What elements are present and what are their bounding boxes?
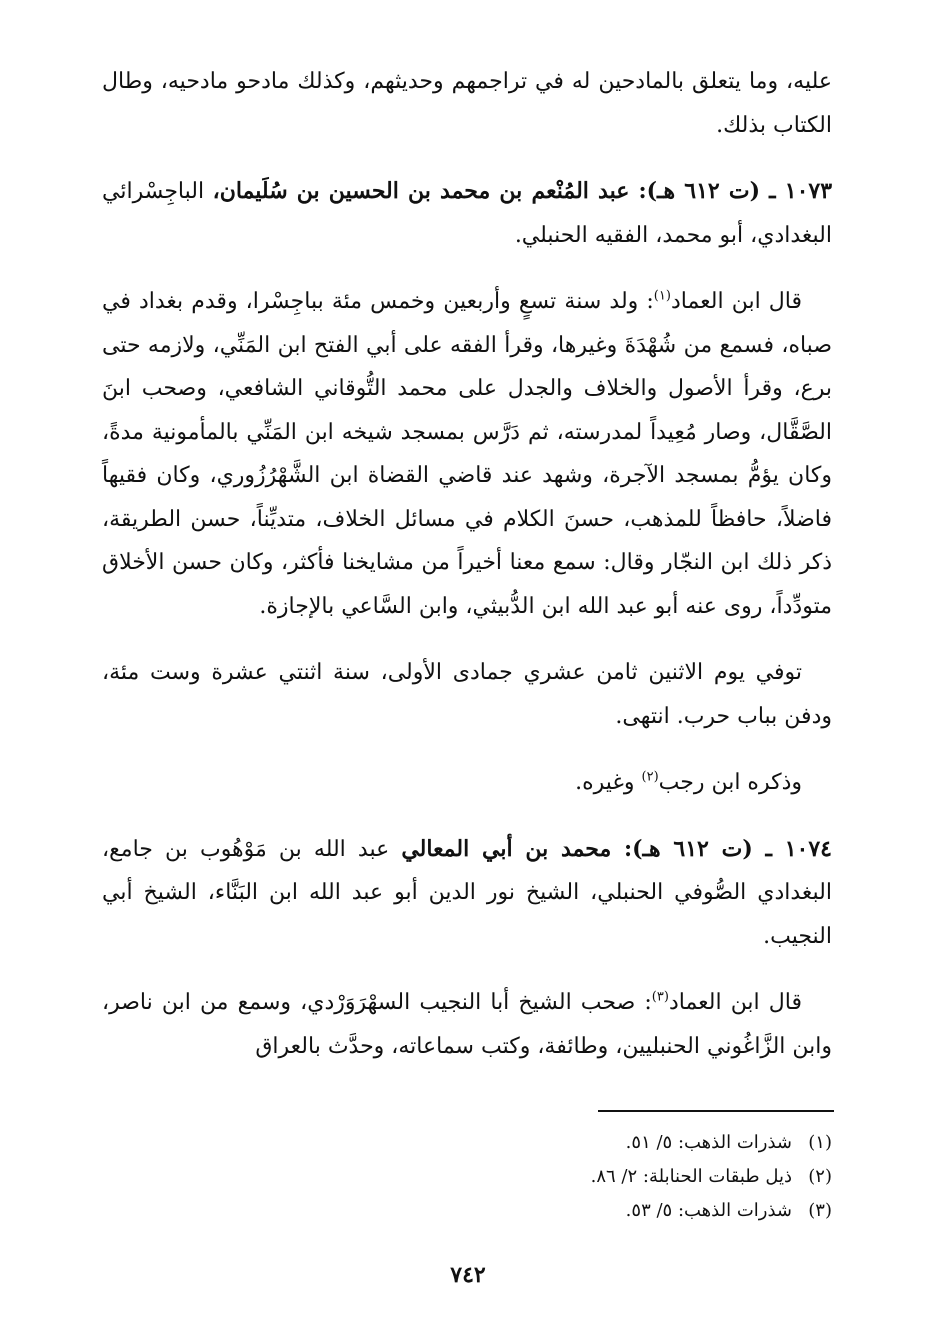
entry-heading: ١٠٧٣ ـ (ت ٦١٢ هـ): عبد المُنْعم بن محمد بن الحسين بن سُلَيمان، (212, 178, 833, 204)
entry-text: عبد الله بن مَوْهُوب بن جامع، البغدادي الصُّوفي الحنبلي، الشيخ نور الدين أبو عبد الله ابن البَنَّاء، الشيخ أبي النجيب. (102, 836, 832, 949)
page-number: ٧٤٢ (450, 1262, 486, 1288)
footnote-ref: (٢) (641, 769, 659, 785)
footnote-divider (598, 1110, 834, 1112)
paragraph-ibn-rajab: وذكره ابن رجب$^{(٢)}$ وغيره. (575, 769, 802, 795)
main-text (102, 60, 832, 1091)
footnote-text: ذيل طبقات الحنابلة: ٢/ ٨٦. (590, 1166, 792, 1187)
entry-1073 (102, 170, 832, 257)
footnote-text: شذرات الذهب: ٥/ ٥٣. (625, 1200, 792, 1221)
footnote-item (432, 1126, 832, 1160)
footnote-text: شذرات الذهب: ٥/ ٥١. (625, 1132, 792, 1153)
footnote-item (432, 1160, 832, 1194)
paragraph-continuation: عليه، وما يتعلق بالمادحين له في تراجمهم وحديثهم، وكذلك مادحو مادحيه، وطال الكتاب بذلك. (102, 69, 832, 138)
footnote-ref: (٣) (651, 989, 669, 1005)
entry-1074 (102, 828, 832, 959)
paragraph-ibn-al-imad-1: قال ابن العماد$^{(١)}$: ولد سنة تسعٍ وأربعين وخمس مئة بباجِسْرا، وقدم بغداد في صباه، فسمع من شُهْدَةَ وغيرها، وقرأ الفقه على أبي الفتح ابن المَنِّي، ولازمه حتى برع، وقرأ الأصول والخلاف والجدل على محمد التُّوقاني الشافعي، وصحب ابنَ الصَّقَّال، وصار مُعِيداً لمدرسته، ثم دَرَّس بمسجد شيخه ابن المَنِّي بالمأمونية مدةً، وكان يؤمُّ بمسجد الآجرة، وشهد عند قاضي القضاة ابن الشَّهْرُزُوري، وكان فقيهاً فاضلاً، حافظاً للمذهب، حسنَ الكلام في مسائل الخلاف، متديِّناً، حسن الطريقة، ذكر ذلك ابن النجّار وقال: سمع معنا أخيراً من مشايخنا فأكثر، وكان حسن الأخلاق متودِّداً، روى عنه أبو عبد الله ابن الدُّبيثي، وابن السَّاعي بالإجازة. (102, 288, 832, 619)
footnote-ref: (١) (653, 288, 671, 304)
footnote-mark: (٢) (808, 1166, 832, 1187)
footnotes (432, 1126, 832, 1228)
entry-text: الباجِسْرائي البغدادي، أبو محمد، الفقيه الحنبلي. (102, 179, 832, 248)
paragraph-ibn-al-imad-2: قال ابن العماد$^{(٣)}$: صحب الشيخ أبا النجيب السهْرَوَرْدي، وسمع من ابن ناصر، وابن الزَّاغُوني الحنبليين، وطائفة، وكتب سماعاته، وحدَّث بالعراق (102, 989, 832, 1059)
footnote-mark: (١) (808, 1132, 832, 1153)
paragraph-death: توفي يوم الاثنين ثامن عشري جمادى الأولى، سنة اثنتي عشرة وست مئة، ودفن بباب حرب. انتهى. (102, 660, 832, 729)
footnote-mark: (٣) (808, 1200, 832, 1221)
footnote-item (432, 1194, 832, 1228)
entry-heading: ١٠٧٤ ـ (ت ٦١٢ هـ): محمد بن أبي المعالي (401, 835, 832, 862)
